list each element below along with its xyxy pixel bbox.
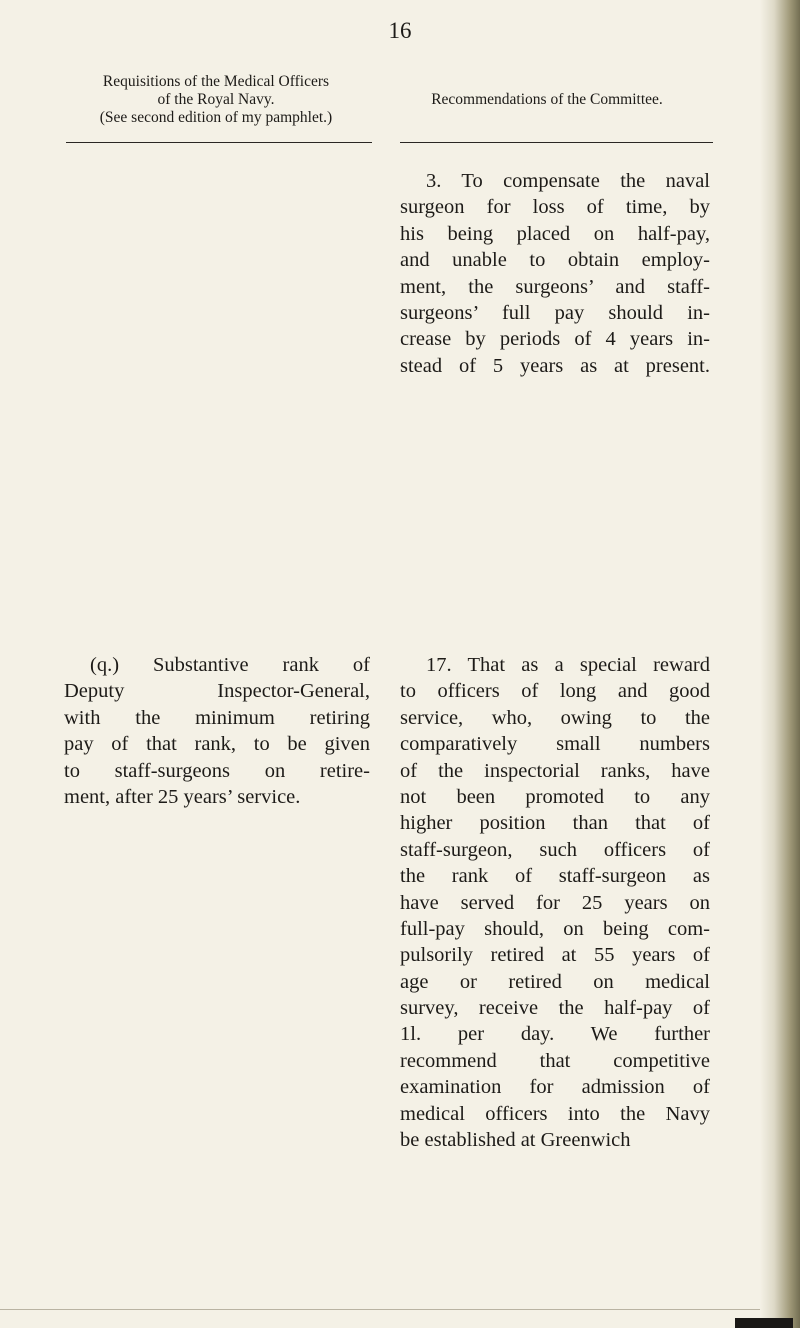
left-header-line: Requisitions of the Medical Officers	[102, 73, 330, 90]
text-line: be established at Greenwich	[400, 1129, 631, 1152]
text-line: recommend that competitive	[400, 1049, 710, 1072]
text-line: stead of 5 years as at present.	[400, 354, 710, 377]
text-line: (q.) Substantive rank of	[90, 654, 370, 676]
text-line: examination for admission of	[400, 1076, 710, 1099]
text-line: service, who, owing to the	[400, 706, 710, 729]
text-line: his being placed on half-pay,	[400, 222, 710, 245]
text-line: medical officers into the Navy	[400, 1102, 710, 1125]
text-line: staff-surgeon, such officers of	[400, 838, 710, 861]
text-line: higher position than that of	[400, 812, 710, 835]
text-line: of the inspectorial ranks, have	[400, 759, 710, 782]
text-line: have served for 25 years on	[400, 891, 710, 914]
left-header-line: of the Royal Navy.	[157, 91, 275, 108]
text-line: and unable to obtain employ-	[400, 249, 710, 272]
text-line: surgeons’ full pay should in-	[400, 301, 710, 324]
text-line: ment, after 25 years’ service.	[64, 785, 301, 808]
text-line: pulsorily retired at 55 years of	[400, 944, 710, 967]
text-line: crease by periods of 4 years in-	[400, 328, 710, 351]
page-bottom-line	[0, 1309, 760, 1310]
text-line: Deputy Inspector-General,	[64, 680, 370, 703]
left-column-header	[60, 73, 372, 127]
text-line: full-pay should, on being com-	[400, 917, 710, 940]
left-header-rule	[66, 142, 372, 143]
right-column-header: Recommendations of the Committee.	[431, 91, 663, 108]
text-line: pay of that rank, to be given	[64, 733, 370, 756]
text-line: ment, the surgeons’ and staff-	[400, 275, 710, 298]
text-line: to officers of long and good	[400, 680, 710, 703]
text-line: to staff-surgeons on retire-	[64, 759, 370, 782]
text-line: comparatively small numbers	[400, 733, 710, 756]
left-header-line: (See second edition of my pamphlet.)	[99, 109, 333, 126]
text-line: 3. To compensate the naval	[426, 170, 710, 192]
text-line: the rank of staff-surgeon as	[400, 865, 710, 888]
text-line: not been promoted to any	[400, 785, 710, 808]
text-line: surgeon for loss of time, by	[400, 196, 710, 219]
page-number: 16	[388, 18, 412, 43]
scan-edge-mark	[735, 1318, 793, 1328]
text-line: survey, receive the half-pay of	[400, 997, 710, 1020]
text-line: with the minimum retiring	[64, 706, 370, 729]
text-line: 1l. per day. We further	[400, 1023, 710, 1046]
page-edge-shadow	[760, 0, 800, 1328]
paragraph-17	[400, 652, 710, 1153]
text-line: age or retired on medical	[400, 970, 710, 993]
text-line: 17. That as a special reward	[426, 654, 710, 676]
paragraph-q	[64, 652, 370, 810]
right-header-rule	[400, 142, 713, 143]
paragraph-3	[400, 168, 710, 379]
